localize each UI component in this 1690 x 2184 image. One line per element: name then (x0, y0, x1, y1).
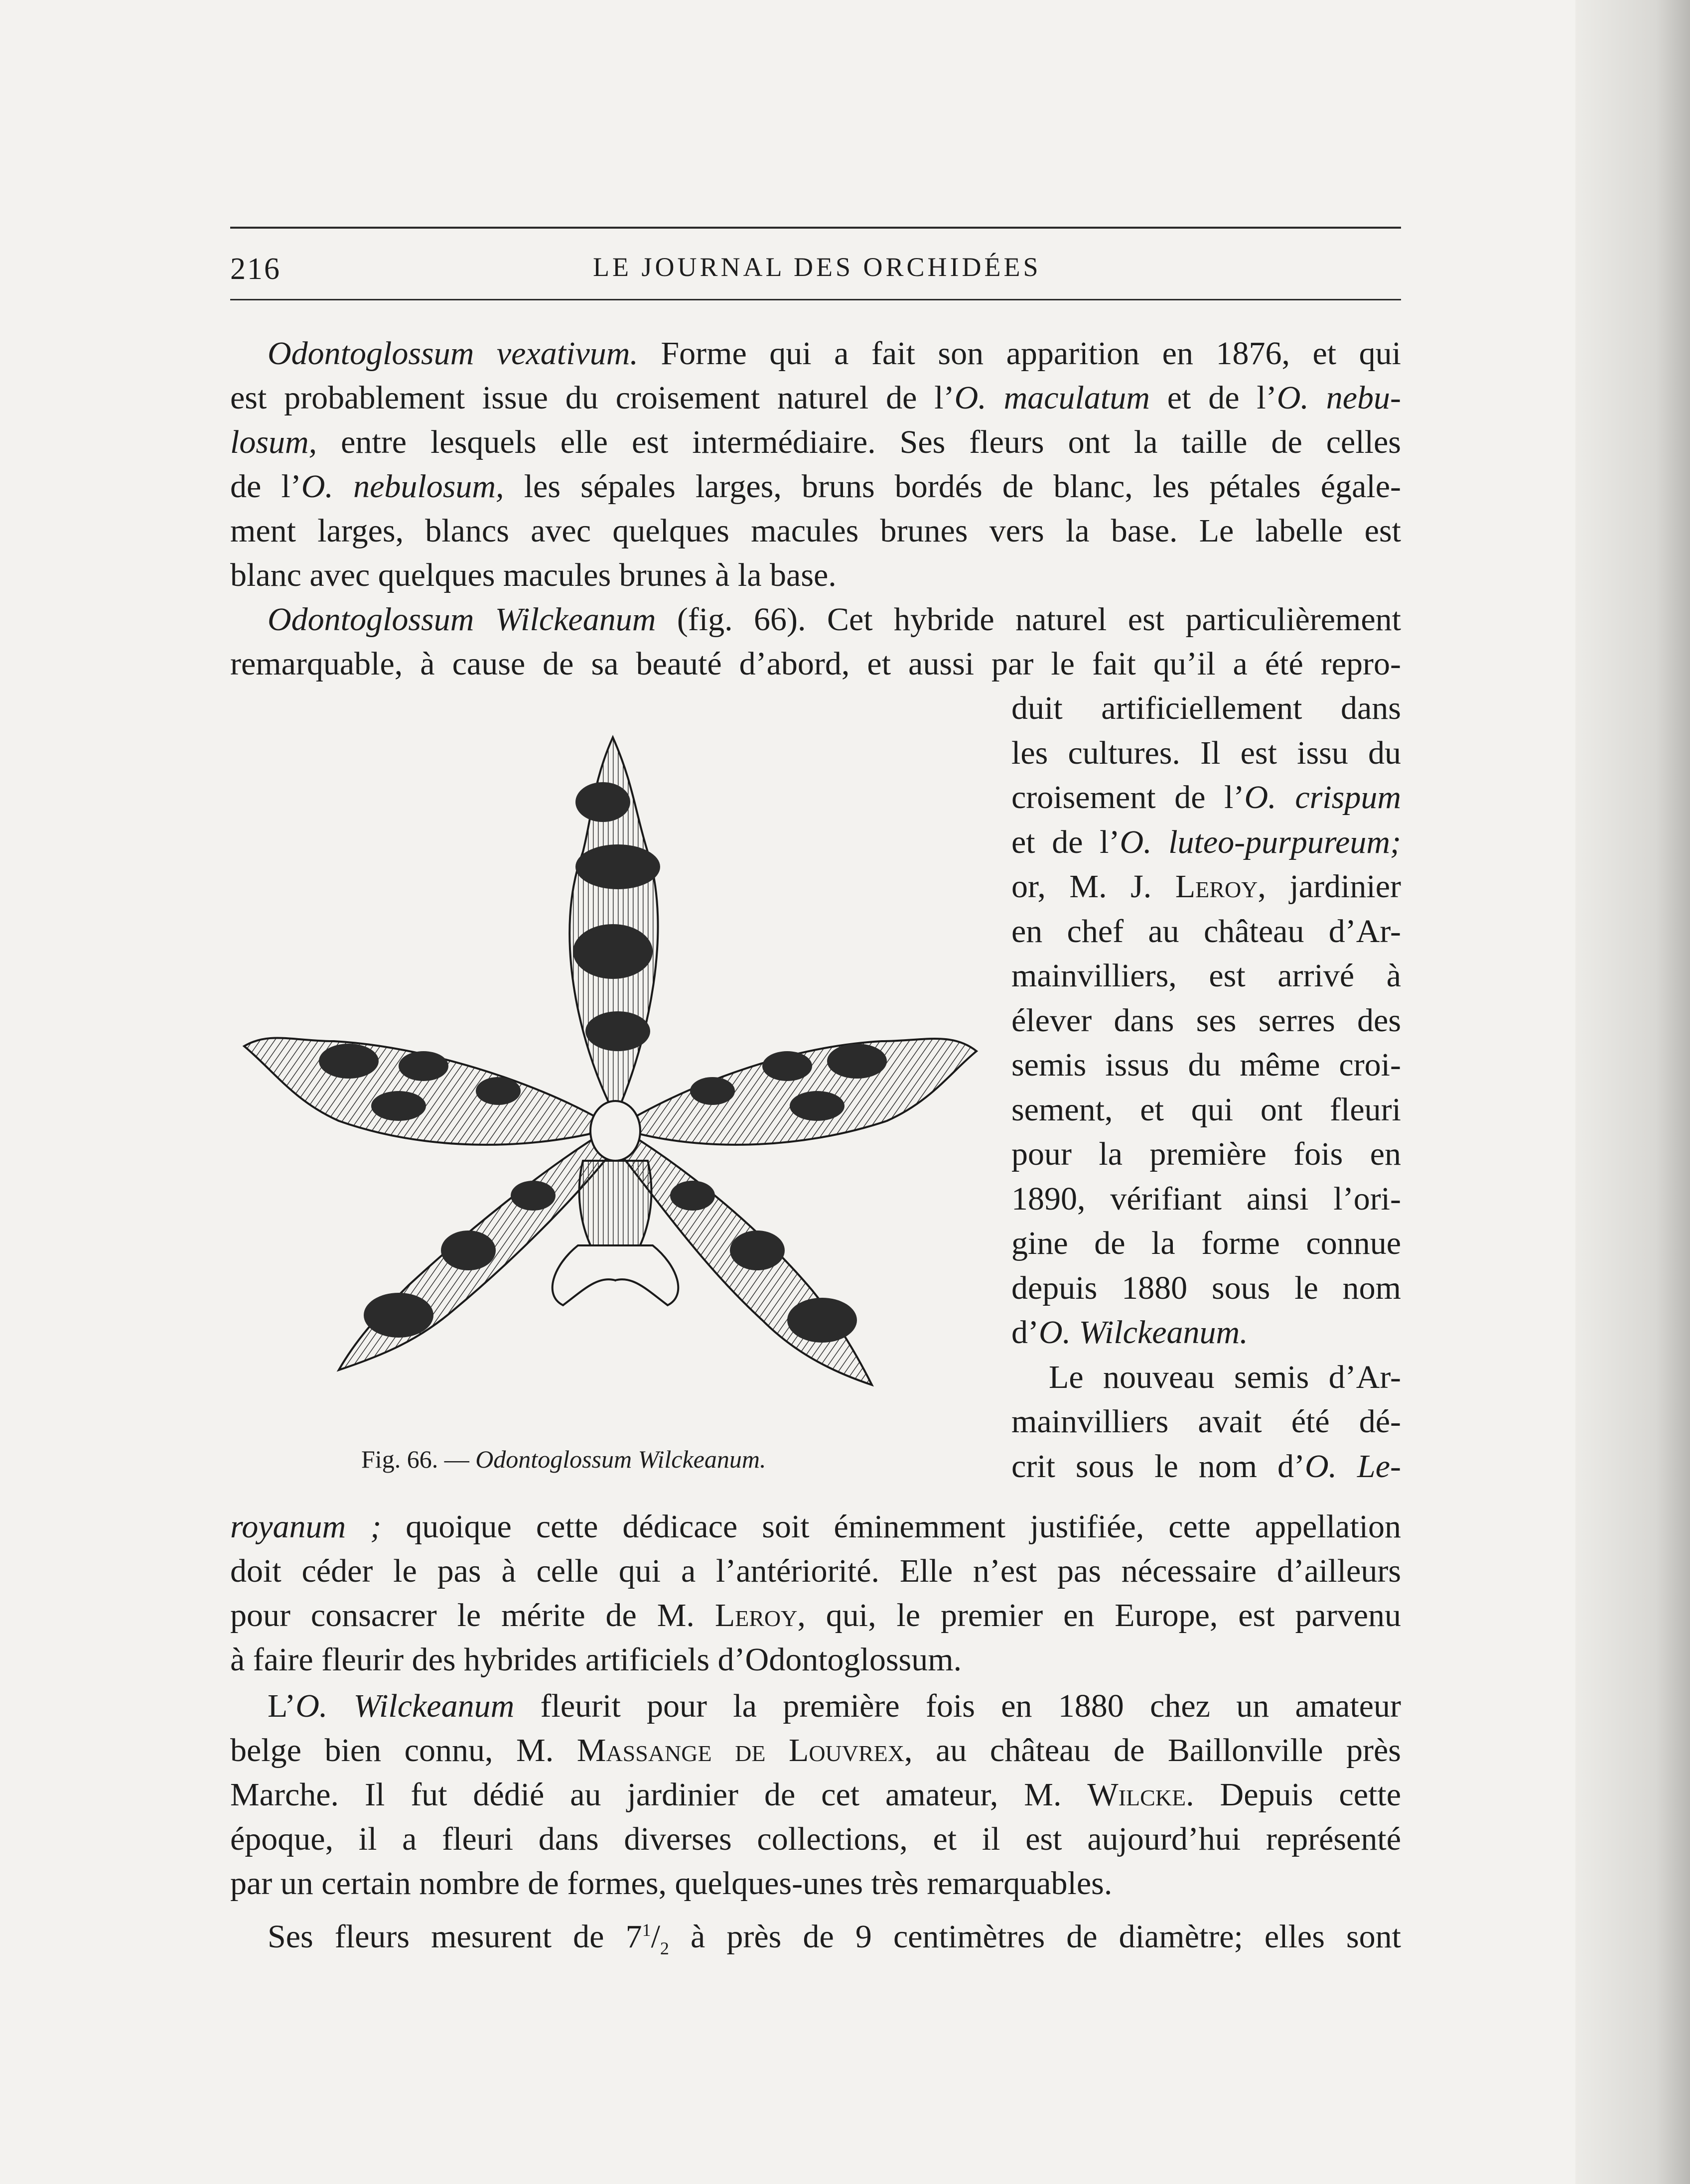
text-line: Marche. Il fut dédié au jardinier de cet amateur, M. Wilcke. Depuis cette (230, 1776, 1401, 1813)
paragraph-continuation (230, 1504, 1401, 1682)
text-line: Le nouveau semis d’Ar- (1049, 1359, 1401, 1395)
text-line: pour la première fois en (1011, 1136, 1401, 1172)
text-line: par un certain nombre de formes, quelques-unes très remarquables. (230, 1865, 1113, 1902)
figure-caption: Fig. 66. — Odontoglossum Wilckeanum. (361, 1445, 766, 1473)
page-edge-shadow (1575, 0, 1690, 2184)
text-line: les cultures. Il est issu du (1011, 734, 1401, 771)
header-bottom-rule (230, 299, 1401, 300)
text-line: L’O. Wilckeanum fleurit pour la première fois en 1880 chez un amateur (268, 1688, 1402, 1724)
text-line: depuis 1880 sous le nom (1011, 1269, 1401, 1306)
text-line: en chef au château d’Ar- (1011, 913, 1401, 950)
orchid-illustration (234, 722, 991, 1440)
text-line: blanc avec quelques macules brunes à la base. (230, 557, 837, 593)
text-line: Ses fleurs mesurent de $7^1/_2$ à près de 9 centimètres de diamètre; elles sont (268, 1918, 1401, 1959)
text-line: gine de la forme connue (1011, 1225, 1401, 1261)
paragraph-wilckeanum-intro (230, 597, 1401, 686)
paragraph-vexativum (230, 331, 1401, 597)
header-top-rule (230, 227, 1401, 229)
text-line: losum, entre lesquels elle est intermédiaire. Ses fleurs ont la taille de celles (230, 424, 1401, 460)
text-line: Odontoglossum vexativum. Forme qui a fait son apparition en 1876, et qui (268, 335, 1401, 372)
text-line: croisement de l’O. crispum (1011, 779, 1401, 816)
text-line: semis issus du même croi- (1011, 1047, 1401, 1083)
text-line: remarquable, à cause de sa beauté d’abord, et aussi par le fait qu’il a été repro- (230, 646, 1401, 682)
running-title: LE JOURNAL DES ORCHIDÉES (593, 252, 1041, 282)
text-line: mainvilliers, est arrivé à (1011, 957, 1401, 994)
text-line: élever dans ses serres des (1011, 1002, 1401, 1039)
text-line: doit céder le pas à celle qui a l’antériorité. Elle n’est pas nécessaire d’ailleurs (230, 1553, 1401, 1589)
text-line: belge bien connu, M. Massange de Louvrex, au château de Baillonville près (230, 1732, 1401, 1769)
text-line: à faire fleurir des hybrides artificiels d’Odontoglossum. (230, 1641, 962, 1678)
text-line: époque, il a fleuri dans diverses collections, et il est aujourd’hui représenté (230, 1821, 1401, 1857)
text-line: sement, et qui ont fleuri (1011, 1091, 1401, 1128)
text-line: duit artificiellement dans (1011, 690, 1401, 726)
paragraph-dimensions (230, 1908, 1401, 1971)
text-line: mainvilliers avait été dé- (1011, 1403, 1401, 1440)
text-line: 1890, vérifiant ainsi l’ori- (1011, 1180, 1401, 1217)
side-column-text (1011, 686, 1401, 1489)
text-line: ment larges, blancs avec quelques macules brunes vers la base. Le labelle est (230, 513, 1401, 549)
text-line: pour consacrer le mérite de M. Leroy, qui, le premier en Europe, est parvenu (230, 1597, 1402, 1634)
text-line: royanum ; quoique cette dédicace soit éminemment justifiée, cette appellation (230, 1508, 1402, 1545)
text-line: est probablement issue du croisement naturel de l’O. maculatum et de l’O. nebu- (230, 380, 1401, 416)
text-line: de l’O. nebulosum, les sépales larges, bruns bordés de blanc, les pétales égale- (230, 468, 1401, 505)
page-number: 216 (230, 252, 281, 286)
text-line: Odontoglossum Wilckeanum (fig. 66). Cet hybride naturel est particulièrement (268, 601, 1401, 638)
text-line: d’O. Wilckeanum. (1011, 1314, 1248, 1351)
text-line: et de l’O. luteo-purpureum; (1011, 823, 1401, 860)
text-line: or, M. J. Leroy, jardinier (1011, 868, 1401, 905)
paragraph-history (230, 1684, 1401, 1906)
text-line: crit sous le nom d’O. Le- (1011, 1448, 1401, 1485)
